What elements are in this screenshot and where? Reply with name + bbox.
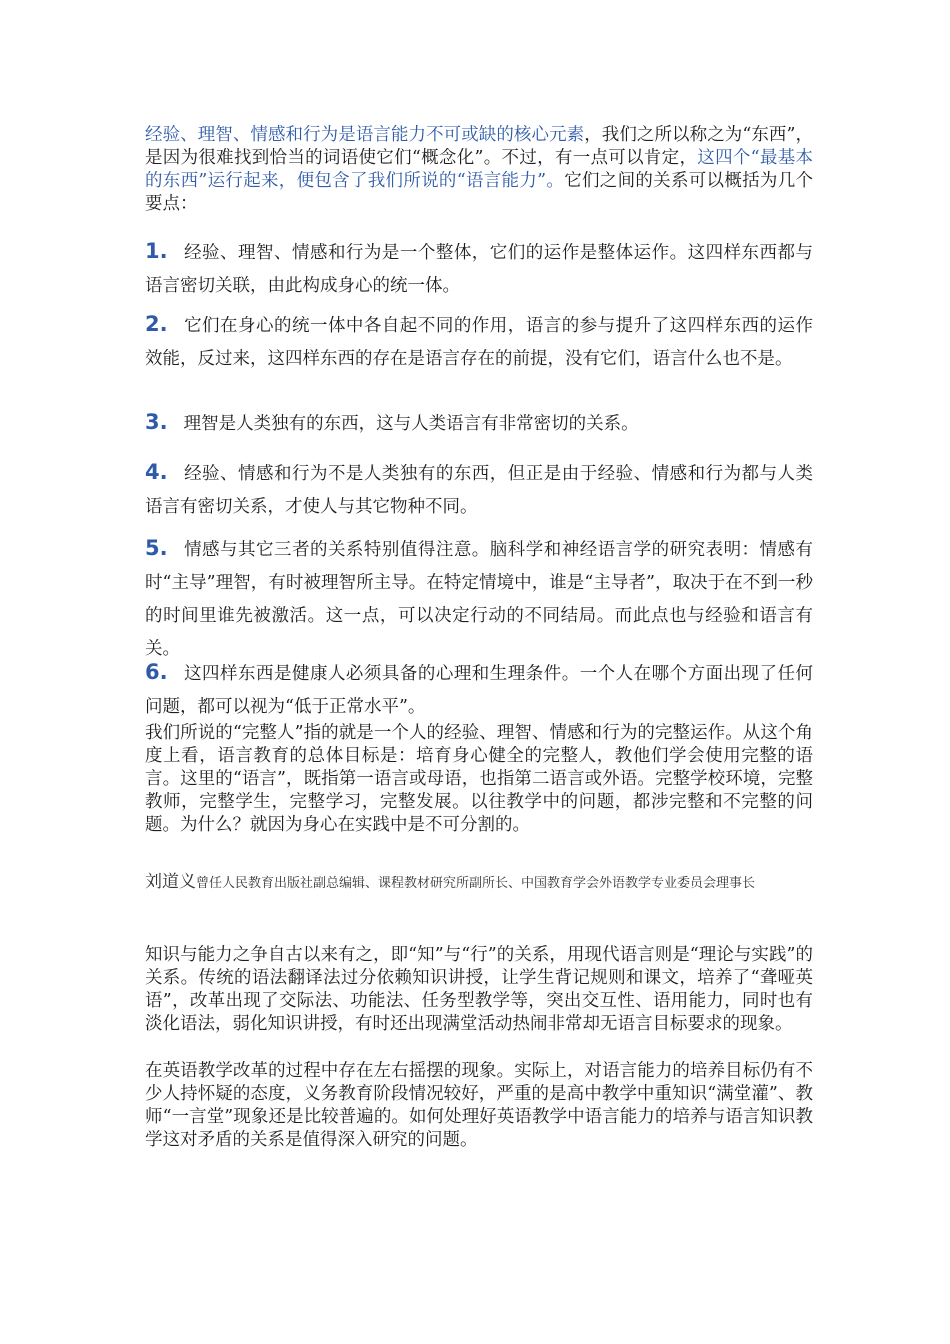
intro-text-2: 它们之间的关系可以概括为几个要点： bbox=[145, 171, 814, 214]
body-paragraph-2: 在英语教学改革的过程中存在左右摇摆的现象。实际上，对语言能力的培养目标仍有不少人持怀疑的态度，义务教育阶段情况较好，严重的是高中教学中重知识“满堂灌”、教师“一言堂”现象还是比较普遍的。如何处理好英语教学中语言能力的培养与语言知识教学这对矛盾的关系是值得深入研究的问题。 bbox=[145, 1061, 813, 1150]
point-item-2 bbox=[145, 308, 813, 376]
point-number: 2. bbox=[145, 312, 168, 336]
point-item-3 bbox=[145, 406, 813, 441]
point-number: 3. bbox=[145, 410, 168, 434]
intro-paragraph bbox=[145, 124, 813, 216]
point-text: 经验、情感和行为不是人类独有的东西，但正是由于经验、情感和行为都与人类语言有密切关系，才使人与其它物种不同。 bbox=[145, 464, 813, 517]
point-text: 经验、理智、情感和行为是一个整体，它们的运作是整体运作。这四样东西都与语言密切关联，由此构成身心的统一体。 bbox=[145, 243, 813, 296]
conclusion-paragraph: 我们所说的“完整人”指的就是一个人的经验、理智、情感和行为的完整运作。从这个角度上看，语言教育的总体目标是：培育身心健全的完整人，教他们学会使用完整的语言。这里的“语言”，既指第一语言或母语，也指第二语言或外语。完整学校环境，完整教师，完整学生，完整学习，完整发展。以往教学中的问题，都涉完整和不完整的问题。为什么？就因为身心在实践中是不可分割的。 bbox=[145, 723, 813, 835]
point-text: 理智是人类独有的东西，这与人类语言有非常密切的关系。 bbox=[183, 414, 639, 434]
author-title: 曾任人民教育出版社副总编辑、课程教材研究所副所长、中国教育学会外语教学专业委员会理事长 bbox=[196, 876, 756, 891]
point-number: 5. bbox=[145, 536, 168, 560]
point-text: 它们在身心的统一体中各自起不同的作用，语言的参与提升了这四样东西的运作效能，反过来，这四样东西的存在是语言存在的前提，没有它们，语言什么也不是。 bbox=[145, 316, 813, 369]
point-number: 4. bbox=[145, 460, 168, 484]
point-text: 情感与其它三者的关系特别值得注意。脑科学和神经语言学的研究表明：情感有时“主导”理智，有时被理智所主导。在特定情境中，谁是“主导者”，取决于在不到一秒的时间里谁先被激活。这一点，可以决定行动的不同结局。而此点也与经验和语言有关。 bbox=[145, 540, 813, 659]
intro-highlight-2: 这四个“最基本的东西”运行起来，便包含了我们所说的“语言能力”。 bbox=[145, 148, 813, 191]
point-number: 1. bbox=[145, 239, 168, 263]
point-item-1 bbox=[145, 235, 813, 303]
intro-text-1: ，我们之所以称之为“东西”，是因为很难找到恰当的词语使它们“概念化”。不过，有一点可以肯定， bbox=[145, 125, 813, 168]
author-name: 刘道义 bbox=[145, 872, 196, 892]
point-item-4 bbox=[145, 456, 813, 524]
point-text: 这四样东西是健康人必须具备的心理和生理条件。一个人在哪个方面出现了任何问题，都可以视为“低于正常水平”。 bbox=[145, 664, 813, 717]
body-paragraph-1: 知识与能力之争自古以来有之，即“知”与“行”的关系，用现代语言则是“理论与实践”的关系。传统的语法翻译法过分依赖知识讲授，让学生背记规则和课文，培养了“聋哑英语”，改革出现了交际法、功能法、任务型教学等，突出交互性、语用能力，同时也有淡化语法，弱化知识讲授，有时还出现满堂活动热闹非常却无语言目标要求的现象。 bbox=[145, 945, 813, 1034]
intro-highlight-1: 经验、理智、情感和行为是语言能力不可或缺的核心元素 bbox=[145, 125, 585, 145]
point-item-6 bbox=[145, 656, 813, 724]
point-number: 6. bbox=[145, 660, 168, 684]
author-byline bbox=[145, 872, 813, 894]
point-item-5 bbox=[145, 532, 813, 666]
